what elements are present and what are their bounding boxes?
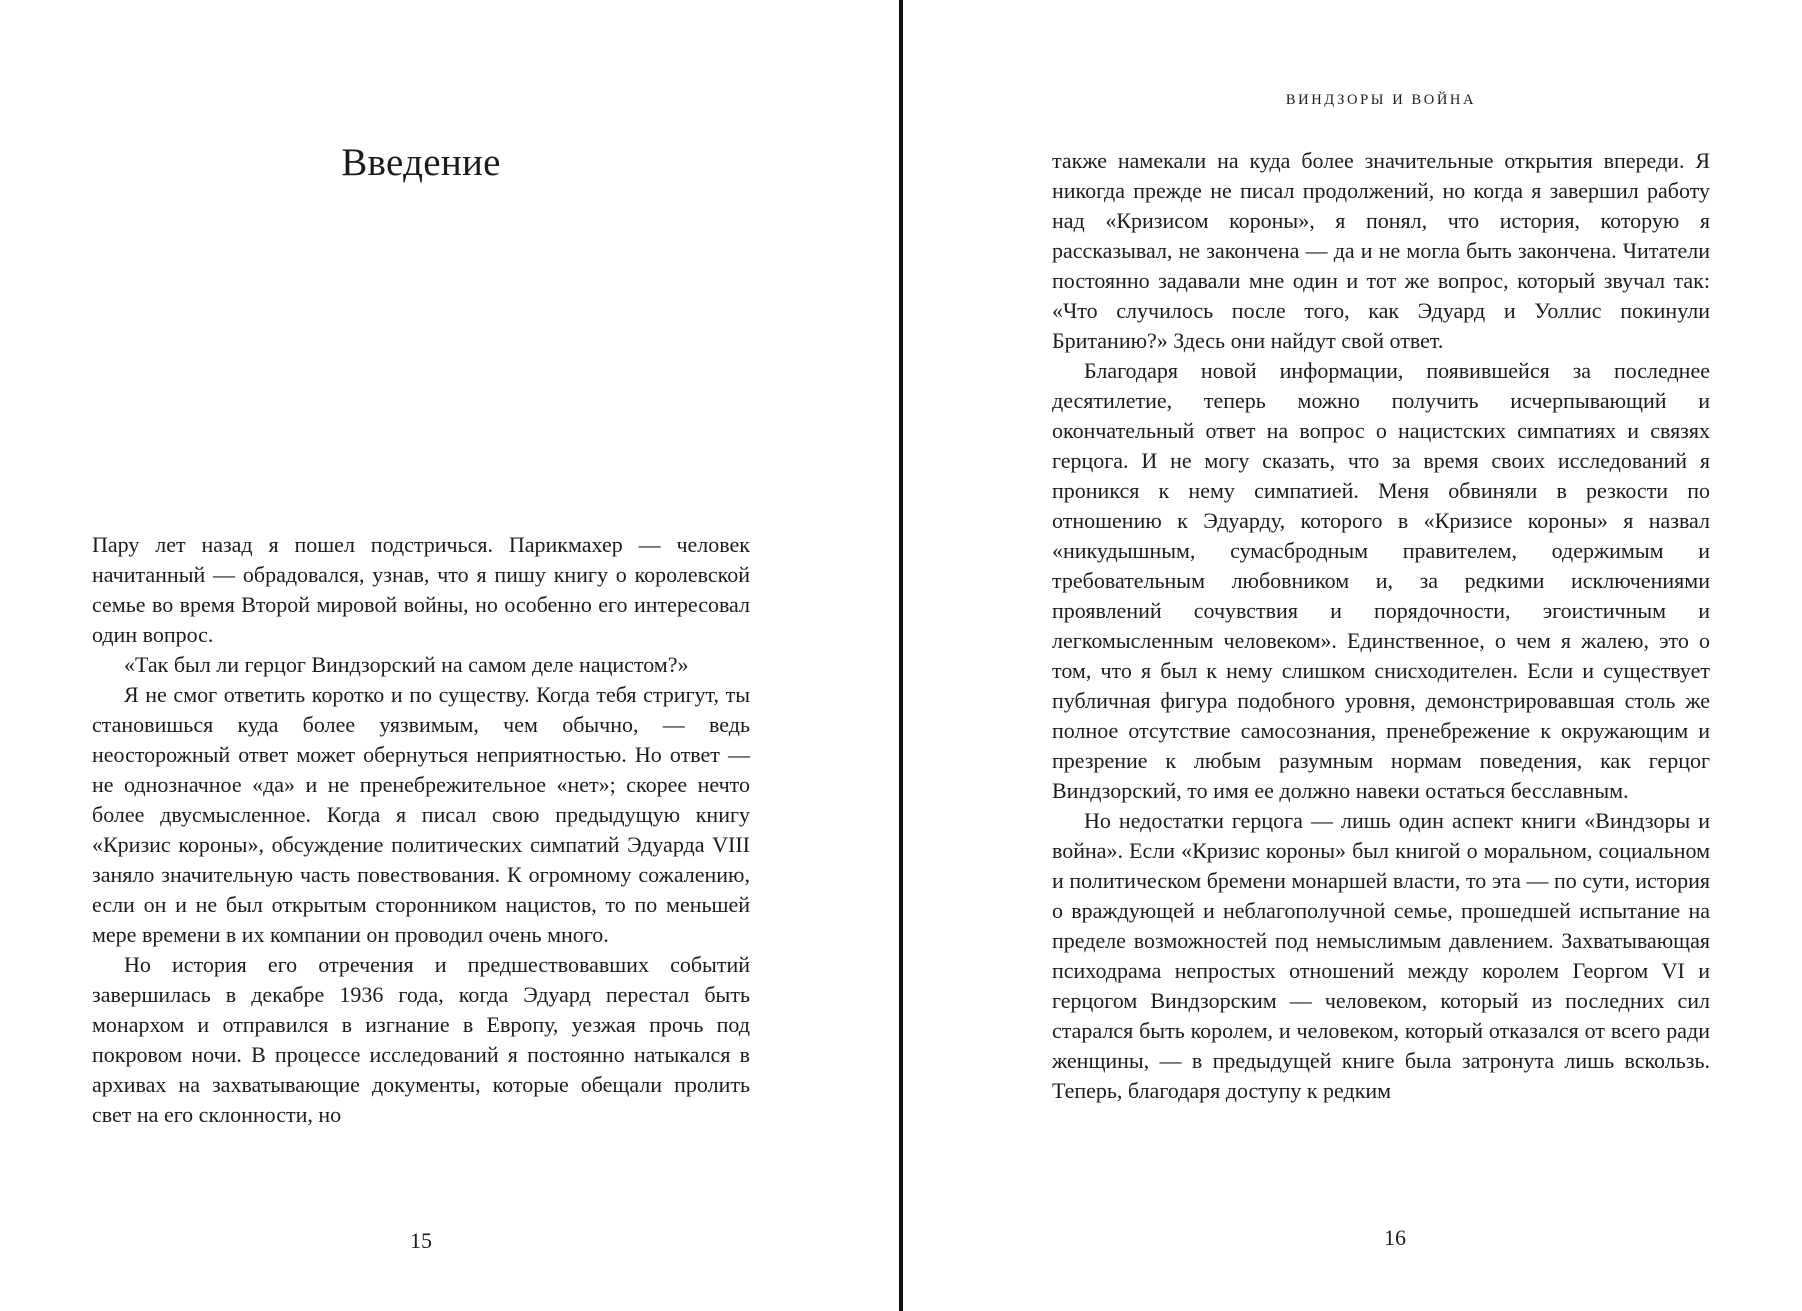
right-paragraph-1: также намекали на куда более значительные открытия впереди. Я никогда прежде не писал продолжений, но когда я завершил работу над «Кризисом короны», я понял, что история, которую я рассказывал, не закончена — да и не могла быть закончена. Читатели постоянно задавали мне один и тот же вопрос, который звучал так: «Что случилось после того, как Эдуард и Уоллис покинули Британию?» Здесь они найдут свой ответ.: [1052, 148, 1710, 353]
left-paragraph-3: Я не смог ответить коротко и по существу. Когда тебя стригут, ты становишься куда более уязвимым, чем обычно, — ведь неосторожный ответ может обернуться неприятностью. Но ответ — не однозначное «да» и не пренебрежительное «нет»; скорее нечто более двусмысленное. Когда я писал свою предыдущую книгу «Кризис короны», обсуждение политических симпатий Эдуарда VIII заняло значительную часть повествования. К огромному сожалению, если он и не был открытым сторонником нацистов, то по меньшей мере времени в их компании он проводил очень много.: [92, 682, 750, 947]
page-number-left: 15: [410, 1228, 432, 1253]
running-head: ВИНДЗОРЫ И ВОЙНА: [1285, 92, 1477, 108]
chapter-title: Введение: [341, 141, 501, 184]
right-paragraph-2: Благодаря новой информации, появившейся за последнее десятилетие, теперь можно получить исчерпывающий и окончательный ответ на вопрос о нацистских симпатиях и связях герцога. И не могу сказать, что за время своих исследований я проникся к нему симпатией. Меня обвиняли в резкости по отношению к Эдуарду, которого в «Кризисе короны» я назвал «никудышным, сумасбродным правителем, одержимым и требовательным любовником и, за редкими исключениями проявлений сочувствия и порядочности, эгоистичным и легкомысленным человеком». Единственное, о чем я жалею, это о том, что я был к нему слишком снисходителен. Если и существует публичная фигура подобного уровня, демонстрировавшая столь же полное отсутствие самосознания, пренебрежение к окружающим и презрение к любым разумным нормам поведения, как герцог Виндзорский, то имя ее должно навеки остаться бесславным.: [1052, 358, 1710, 803]
right-page-text: [1052, 146, 1710, 1106]
page-divider: [899, 0, 903, 1311]
left-paragraph-1: Пару лет назад я пошел подстричься. Парикмахер — человек начитанный — обрадовался, узнав, что я пишу книгу о королевской семье во время Второй мировой войны, но особенно его интересовал один вопрос.: [92, 532, 750, 647]
page-number-right: 16: [1384, 1225, 1406, 1250]
left-paragraph-4: Но история его отречения и предшествовавших событий завершилась в декабре 1936 года, когда Эдуард перестал быть монархом и отправился в изгнание в Европу, уезжая прочь под покровом ночи. В процессе исследований я постоянно натыкался в архивах на захватывающие документы, которые обещали пролить свет на его склонности, но: [92, 952, 750, 1127]
left-paragraph-2: «Так был ли герцог Виндзорский на самом деле нацистом?»: [124, 652, 689, 677]
right-page: [906, 0, 1802, 1311]
left-page: [0, 0, 900, 1311]
right-paragraph-3: Но недостатки герцога — лишь один аспект книги «Виндзоры и война». Если «Кризис короны» был книгой о моральном, социальном и политическом бремени монаршей власти, то эта — по сути, история о враждующей и неблагополучной семье, прошедшей испытание на пределе возможностей под немыслимым давлением. Захватывающая психодрама непростых отношений между королем Георгом VI и герцогом Виндзорским — человеком, который из последних сил старался быть королем, и человеком, который отказался от всего ради женщины, — в предыдущей книге была затронута лишь вскользь. Теперь, благодаря доступу к редким: [1052, 808, 1710, 1103]
left-page-text: [92, 530, 750, 1130]
